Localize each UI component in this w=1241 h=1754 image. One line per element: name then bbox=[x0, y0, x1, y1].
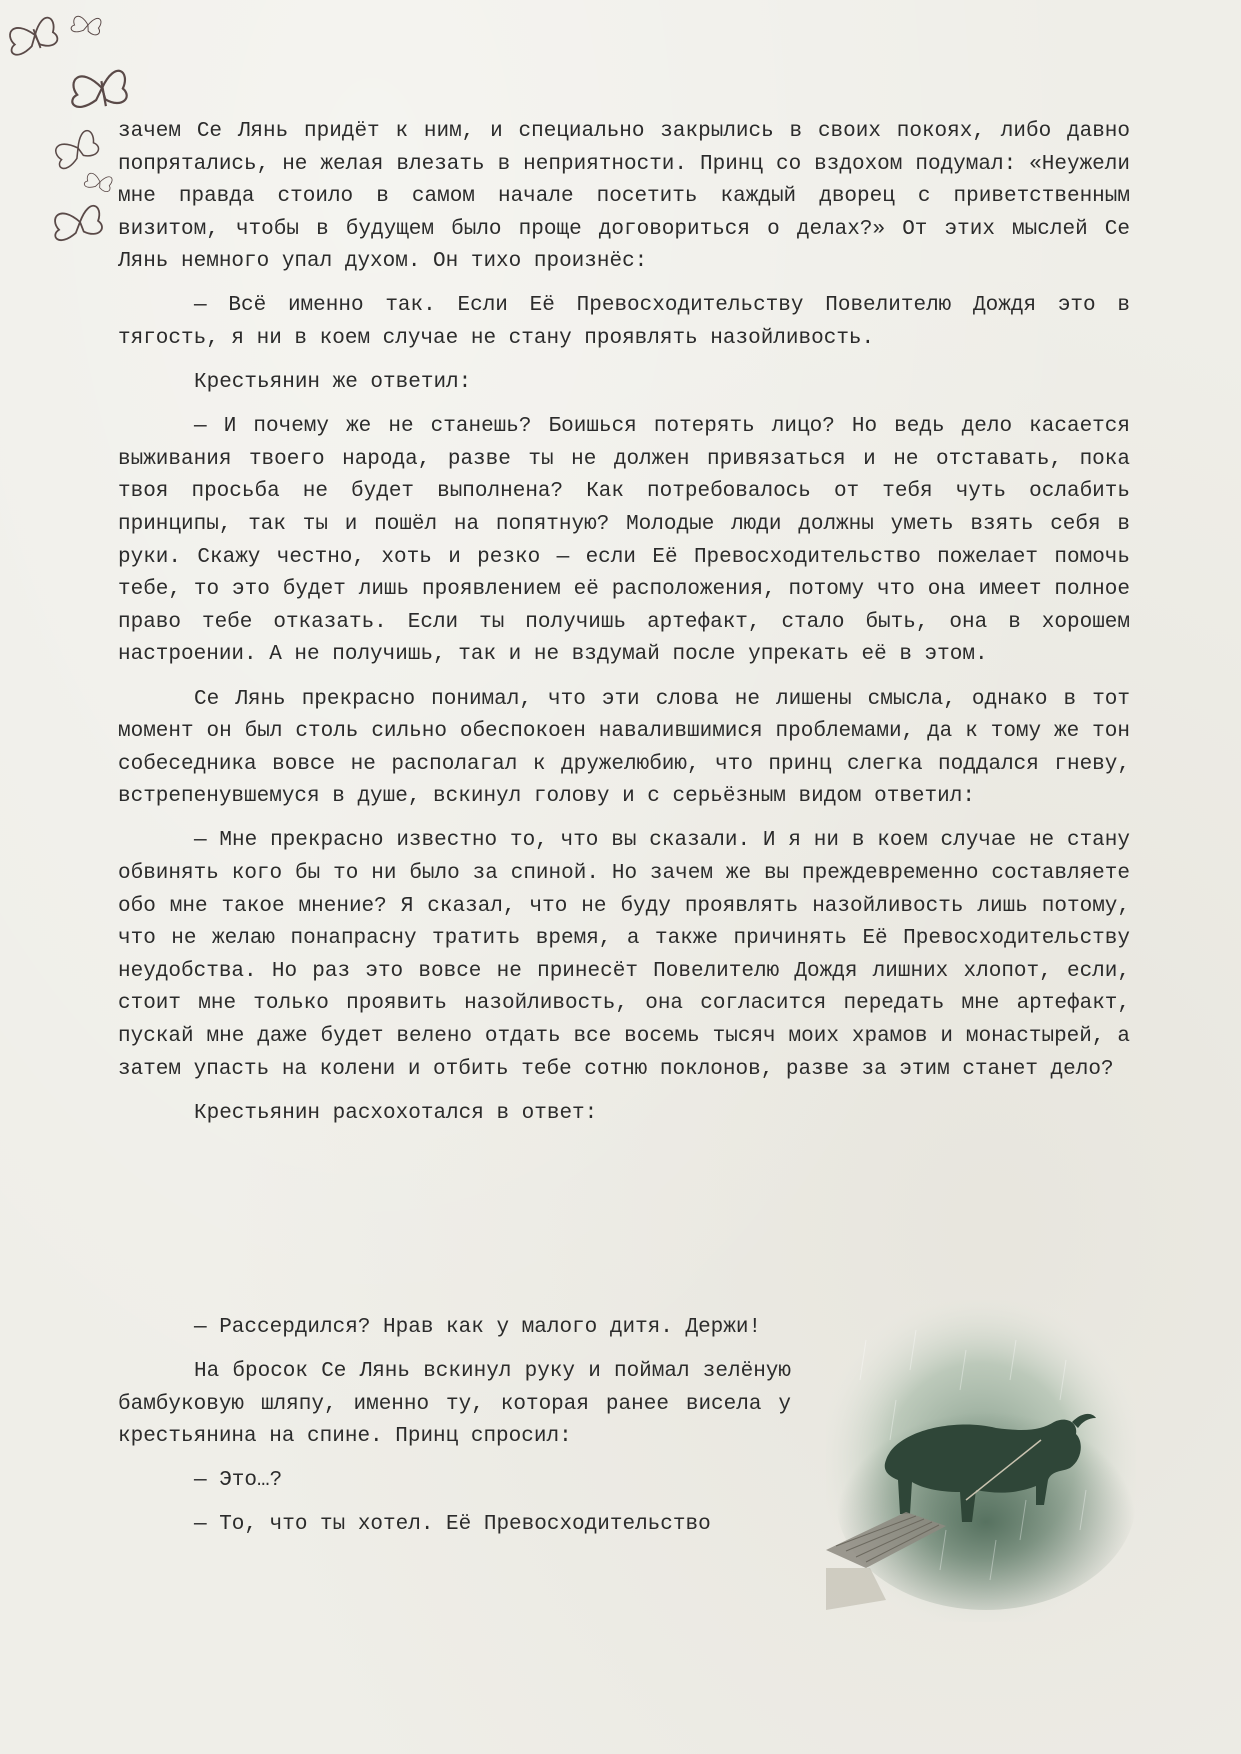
paragraph: На бросок Се Лянь вскинул руку и поймал зелёную бамбуковую шляпу, именно ту, которая ранее висела у крестьянина на спине. Принц спросил: bbox=[118, 1360, 791, 1449]
paragraph: Се Лянь прекрасно понимал, что эти слова не лишены смысла, однако в тот момент он был столь сильно обеспокоен навалившимися проблемами, да к тому же тон собеседника вовсе не располагал к дружелюбию, что принц слегка поддался гневу, встрепенувшемуся в душе, вскинул голову и с серьёзным видом ответил: bbox=[118, 687, 1130, 809]
paragraph: — Это…? bbox=[194, 1469, 283, 1493]
paragraph: — Рассердился? Нрав как у малого дитя. Держи! bbox=[194, 1316, 762, 1339]
ox-in-rain-illustration bbox=[826, 1300, 1136, 1622]
paragraph: Крестьянин же ответил: bbox=[194, 371, 472, 395]
paragraph: — Мне прекрасно известно то, что вы сказали. И я ни в коем случае не стану обвинять кого бы то ни было за спиной. Но зачем же вы преждевременно составляете обо мне такое мнение? Я сказал, что не буду проявлять назойливость лишь потому, что не желаю понапрасну тратить время, а также причинять Её Превосходительству неудобства. Но раз это вовсе не принесёт Повелителю Дождя лишних хлопот, если, стоит мне только проявить назойливость, она согласится передать мне артефакт, пускай мне даже будет велено отдать все восемь тысяч моих храмов и монастырей, а затем упасть на колени и отбить тебе сотню поклонов, разве за этим станет дело? bbox=[118, 829, 1130, 1081]
butterfly-icon bbox=[71, 14, 102, 36]
lower-text-block bbox=[118, 1312, 791, 1554]
paragraph: — Всё именно так. Если Её Превосходительству Повелителю Дождя это в тягость, я ни в коем случае не стану проявлять назойливость. bbox=[118, 294, 1130, 351]
paragraph: Крестьянин расхохотался в ответ: bbox=[194, 1101, 598, 1125]
butterfly-icon bbox=[84, 171, 113, 193]
paragraph: — То, что ты хотел. Её Превосходительство bbox=[194, 1513, 711, 1537]
butterfly-icon bbox=[51, 205, 103, 241]
paragraph: зачем Се Лянь придёт к ним, и специально закрылись в своих покоях, либо давно попрятались, не желая влезать в неприятности. Принц со вздохом подумал: «Неужели мне правда стоило в самом начале посетить каждый дворец с приветственным визитом, чтобы в будущем было проще договориться о делах?» От этих мыслей Се Лянь немного упал духом. Он тихо произнёс: bbox=[118, 120, 1130, 274]
butterfly-icon bbox=[51, 129, 101, 170]
main-text-block bbox=[118, 116, 1130, 1142]
butterfly-icon bbox=[6, 16, 59, 56]
butterfly-icon bbox=[70, 70, 128, 109]
paragraph: — И почему же не станешь? Боишься потерять лицо? Но ведь дело касается выживания твоего народа, разве ты не должен привязаться и не отставать, пока твоя просьба не будет выполнена? Как потребовалось от тебя чуть ослабить принципы, так ты и пошёл на попятную? Молодые люди должны уметь взять себя в руки. Скажу честно, хоть и резко — если Её Превосходительство пожелает помочь тебе, то это будет лишь проявлением её расположения, потому что она имеет полное право тебе отказать. Если ты получишь артефакт, стало быть, она в хорошем настроении. А не получишь, так и не вздумай после упрекать её в этом. bbox=[118, 415, 1130, 667]
